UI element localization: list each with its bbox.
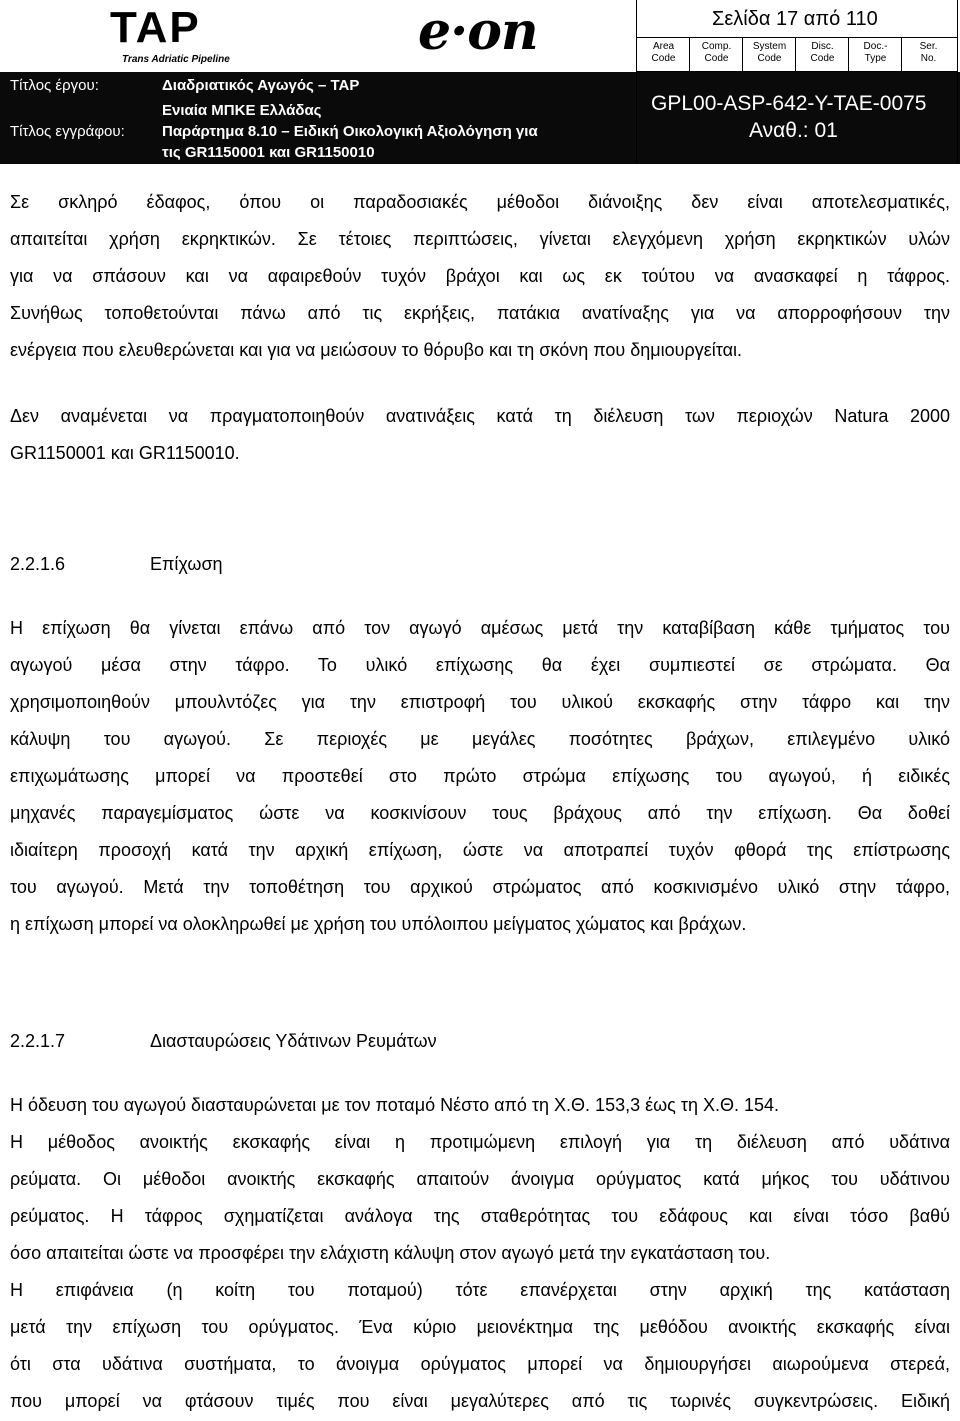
text-line: μετά την επίχωση του ορύγματος. Ένα κύριο μειονέκτημα της μεθόδου ανοικτής εκσκαφής είναι <box>10 1317 950 1337</box>
text-line: χρησιμοποιηθούν μπουλντόζες για την επιστροφή του υλικού εκσκαφής στην τάφρο και την <box>10 692 950 712</box>
section-title: Επίχωση <box>150 554 223 574</box>
section-title: Διασταυρώσεις Υδάτινων Ρευμάτων <box>150 1031 437 1051</box>
text-line: ιδιαίτερη προσοχή κατά την αρχική επίχωση, ώστε να αποτραπεί τυχόν φθορά της επίστρωσης <box>10 840 950 860</box>
text-line: επιχωμάτωσης μπορεί να προστεθεί στο πρώτο στρώμα επίχωσης του αγωγού, ή ειδικές <box>10 766 950 786</box>
document-number: GPL00-ASP-642-Y-TAE-0075 <box>651 92 927 115</box>
text-line: Η όδευση του αγωγού διασταυρώνεται με τον ποταμό Νέστο από τη Χ.Θ. 153,3 έως τη Χ.Θ. 154. <box>10 1095 780 1115</box>
text-line: η επίχωση μπορεί να ολοκληρωθεί με χρήση του υπόλοιπου μείγματος χώματος και βράχων. <box>10 914 747 934</box>
text-line: ενέργεια που ελευθερώνεται και για να μειώσουν το θόρυβο και τη σκόνη που δημιουργείται. <box>10 340 743 360</box>
tap-logo-subtitle: Trans Adriatic Pipeline <box>122 54 230 65</box>
header-title-band <box>0 72 960 164</box>
text-line: όσο απαιτείται ώστε να προσφέρει την ελάχιστη κάλυψη στον αγωγό μετά την εγκατάσταση του. <box>10 1243 771 1263</box>
text-line: ρεύματος. Η τάφρος σχηματίζεται ανάλογα της σταθερότητας του εδάφους και είναι τόσο βαθύ <box>10 1206 950 1226</box>
paragraph-water-crossings <box>10 1087 950 1420</box>
text-line: που μπορεί να φτάσουν τιμές που είναι μεγαλύτερες από τις τωρινές συγκεντρώσεις. Ειδική <box>10 1391 950 1411</box>
project-title: Διαδριατικός Αγωγός – TAP <box>162 77 360 94</box>
paragraph-natura <box>10 398 950 472</box>
code-ser-no: Ser. No. <box>919 41 938 64</box>
code-comp: Comp. Code <box>701 41 732 64</box>
text-line: απαιτείται χρήση εκρηκτικών. Σε τέτοιες περιπτώσεις, γίνεται ελεγχόμενη χρήση εκρηκτικών υλών <box>10 229 950 249</box>
text-line: ρεύματα. Οι μέθοδοι ανοικτής εκσκαφής απαιτούν άνοιγμα ορύγματος κατά μήκος του υδάτινου <box>10 1169 950 1189</box>
paragraph-backfill <box>10 610 950 943</box>
text-line: μηχανές παραγεμίσματος ώστε να κοσκινίσουν τους βράχους από την επίχωση. Θα δοθεί <box>10 803 950 823</box>
header-divider <box>957 0 958 164</box>
project-title-label: Τίτλος έργου: <box>10 77 99 94</box>
text-line: Η επιφάνεια (η κοίτη του ποταμού) τότε επανέρχεται στην αρχική της κατάσταση <box>10 1280 950 1300</box>
doc-title-label: Τίτλος εγγράφου: <box>10 123 125 140</box>
doc-title-line-3: τις GR1150001 και GR1150010 <box>162 144 375 161</box>
tap-logo-text: TAP <box>110 3 201 52</box>
tap-logo <box>110 3 260 68</box>
header-divider <box>636 0 637 164</box>
code-doc-type: Doc.- Type <box>863 41 888 64</box>
code-disc: Disc. Code <box>810 41 835 64</box>
header-divider <box>636 37 958 38</box>
text-line: Συνήθως τοποθετούνται πάνω από τις εκρήξεις, πατάκια ανατίναξης για να απορροφήσουν την <box>10 303 950 323</box>
text-line: Σε σκληρό έδαφος, όπου οι παραδοσιακές μέθοδοι διάνοιξης δεν είναι αποτελεσματικές, <box>10 192 950 212</box>
header-divider <box>636 71 958 72</box>
text-line: για να σπάσουν και να αφαιρεθούν τυχόν βράχοι και ως εκ τούτου να ανασκαφεί η τάφρος. <box>10 266 950 286</box>
text-line: Η επίχωση θα γίνεται επάνω από τον αγωγό αμέσως μετά την καταβίβαση κάθε τμήματος του <box>10 618 950 638</box>
text-line: GR1150001 και GR1150010. <box>10 443 240 463</box>
paragraph-blasting <box>10 184 950 369</box>
text-line: του αγωγού. Μετά την τοποθέτηση του αρχικού στρώματος από κοσκινισμένο υλικό στην τάφρο, <box>10 877 950 897</box>
section-number: 2.2.1.7 <box>10 1031 66 1051</box>
text-line: Η μέθοδος ανοικτής εκσκαφής είναι η προτιμώμενη επιλογή για τη διέλευση από υδάτινα <box>10 1132 950 1152</box>
text-line: Δεν αναμένεται να πραγματοποιηθούν ανατινάξεις κατά τη διέλευση των περιοχών Natura 2000 <box>10 406 950 426</box>
text-line: ότι στα υδάτινα συστήματα, το άνοιγμα ορύγματος μπορεί να δημιουργήσει αιωρούμενα στερεά, <box>10 1354 950 1374</box>
eon-logo: e·on <box>418 1 538 62</box>
revision: Αναθ.: 01 <box>749 119 838 142</box>
code-area: Area Code <box>651 41 676 64</box>
doc-title-line-2: Παράρτημα 8.10 – Ειδική Οικολογική Αξιολόγηση για <box>162 123 538 140</box>
section-number: 2.2.1.6 <box>10 554 66 574</box>
document-header <box>0 0 960 164</box>
text-line: κάλυψη του αγωγού. Σε περιοχές με μεγάλες ποσότητες βράχων, επιλεγμένο υλικό <box>10 729 950 749</box>
page-number: Σελίδα 17 από 110 <box>712 8 878 30</box>
code-system: System Code <box>752 41 787 64</box>
text-line: αγωγού μέσα στην τάφρο. Το υλικό επίχωσης θα έχει συμπιεστεί σε στρώματα. Θα <box>10 655 950 675</box>
doc-title-line-1: Ενιαία ΜΠΚΕ Ελλάδας <box>162 102 322 119</box>
